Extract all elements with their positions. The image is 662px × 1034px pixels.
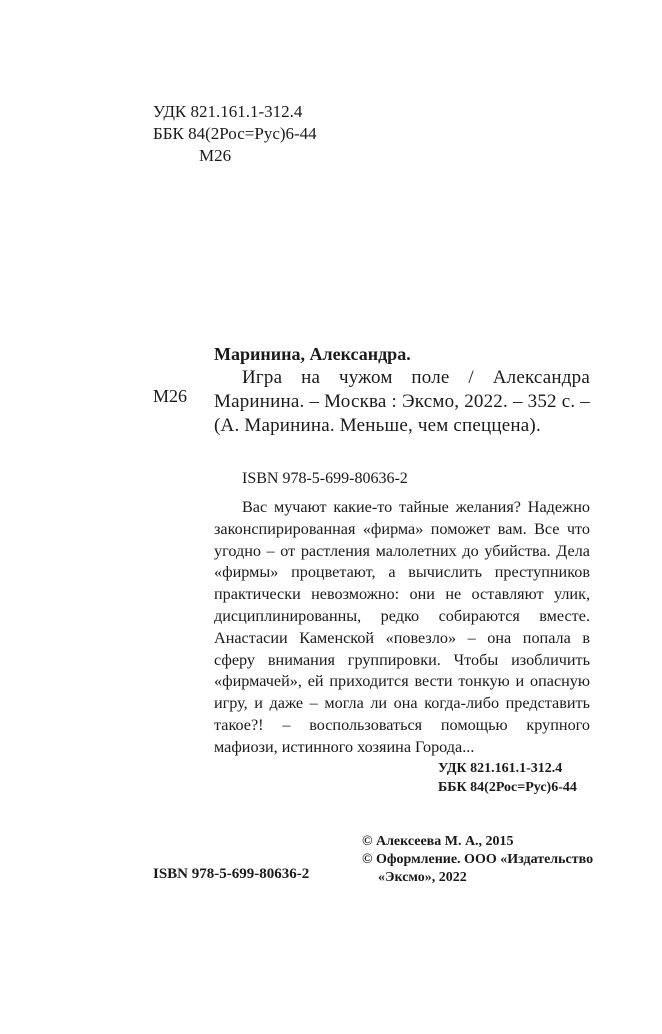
copyright-line-2: © Оформление. ООО «Издательство	[362, 852, 594, 867]
author-mark-margin: М26	[153, 386, 188, 406]
annotation-paragraph: Вас мучают какие-то тайные желания? Надежно законспирированная «фирма» поможет вам. Все что угодно – от растления малолетних до убийства. Дела «фирмы» процветают, а вычислить преступников практически невозможно: они не оставляют улик, дисциплинированны, редко собираются вместе. Анастасии Каменской «повезло» – она попала в сферу внимания группировки. Чтобы изобличить «фирмачей», ей приходится вести тонкую и опасную игру, и даже – могла ли она когда-либо представить такое?! – воспользоваться помощью крупного мафиози, истинного хозяина Города...	[214, 498, 590, 756]
copyright-line-3: «Эксмо», 2022	[378, 870, 467, 885]
isbn-line: ISBN 978-5-699-80636-2	[242, 470, 408, 487]
bibliographic-entry: Игра на чужом поле / Александра Маринина. – Москва : Эксмо, 2022. – 352 с. – (А. Маринина. Меньше, чем спеццена).	[214, 367, 590, 436]
udk-code-bottom: УДК 821.161.1-312.4	[438, 761, 563, 776]
udk-code-top: УДК 821.161.1-312.4	[153, 102, 303, 121]
bbk-code-top: ББК 84(2Рос=Рус)6-44	[153, 124, 317, 143]
author-heading: Маринина, Александра.	[214, 344, 411, 364]
isbn-bottom: ISBN 978-5-699-80636-2	[153, 866, 310, 882]
author-mark-top: М26	[199, 146, 232, 165]
copyright-line-1: © Алексеева М. А., 2015	[362, 834, 514, 849]
bbk-code-bottom: ББК 84(2Рос=Рус)6-44	[438, 780, 577, 795]
